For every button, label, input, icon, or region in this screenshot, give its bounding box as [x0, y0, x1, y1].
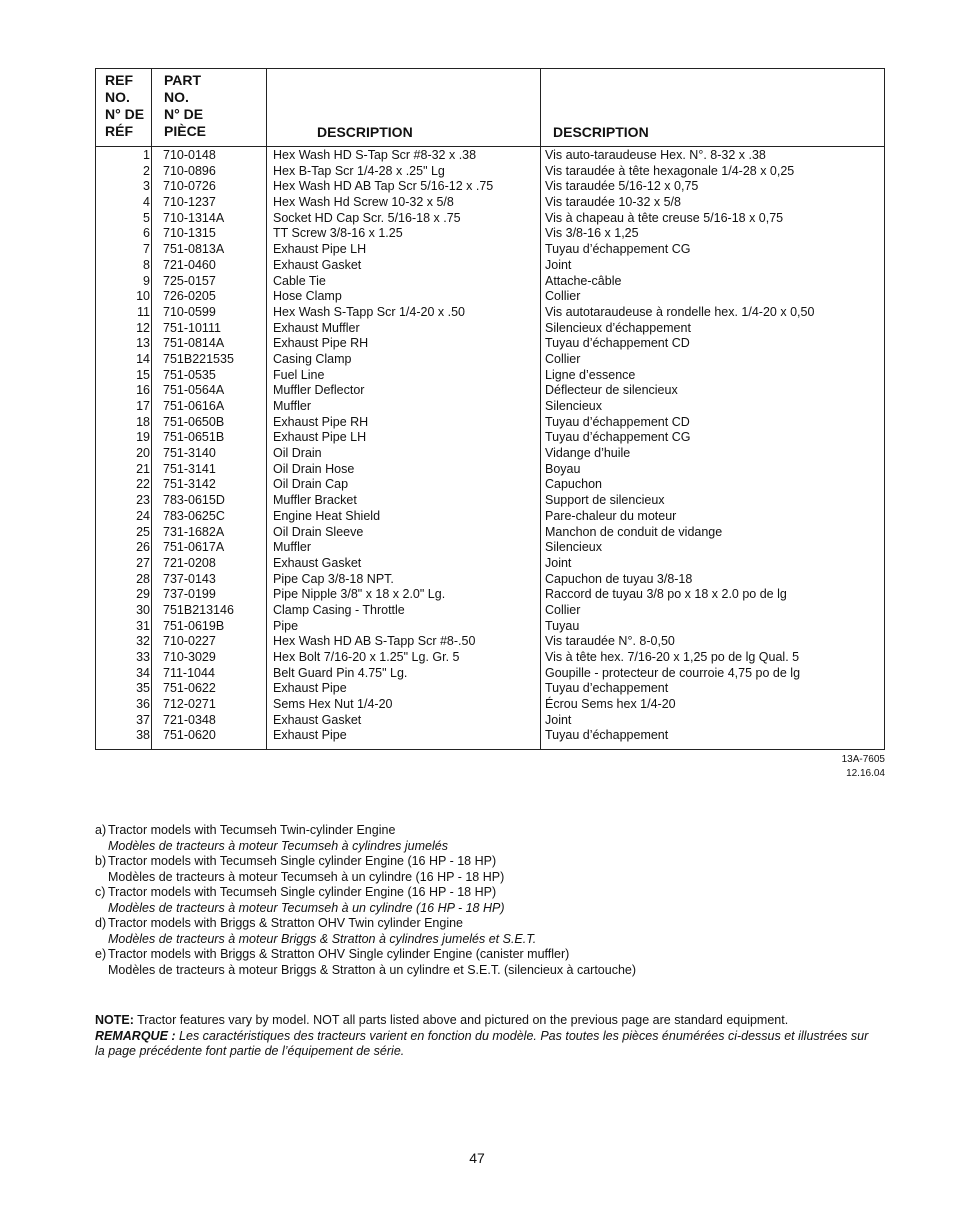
description-fr-cell: Vis à tête hex. 7/16-20 x 1,25 po de lg Qual. 5	[545, 650, 800, 664]
header-part	[164, 72, 206, 140]
header-ref	[105, 72, 144, 140]
ref-cell: 16	[136, 383, 150, 398]
ref-cell: 5	[143, 210, 150, 225]
table-row	[96, 572, 884, 588]
table-row	[96, 681, 884, 697]
description-en-cell: Pipe	[273, 618, 299, 633]
header-part-line: PIÈCE	[164, 123, 207, 139]
part-number-cell: 751-3142	[163, 477, 216, 492]
table-row	[96, 321, 884, 337]
description-fr-cell: Vis autotaraudeuse à rondelle hex. 1/4-20 x 0,50	[545, 304, 815, 319]
remark-block	[95, 1013, 870, 1060]
description-fr-cell: Déflecteur de silencieux	[545, 383, 678, 398]
description-en-cell: Hex Wash HD AB S-Tapp Scr #8-.50	[273, 634, 476, 649]
ref-cell: 4	[143, 195, 150, 210]
table-row	[96, 368, 884, 384]
description-en-cell: Exhaust Pipe RH	[273, 336, 369, 351]
part-number-cell: 710-0726	[163, 179, 216, 194]
part-number-cell: 737-0199	[163, 587, 216, 602]
document-code	[842, 753, 885, 780]
description-fr-cell: Raccord de tuyau 3/8 po x 18 x 2.0 po de lg	[545, 587, 787, 602]
part-number-cell: 751-3141	[163, 461, 216, 476]
table-row	[96, 697, 884, 713]
description-fr-cell: Boyau	[545, 461, 581, 476]
table-row	[96, 399, 884, 415]
description-en-cell: Hex Wash S-Tapp Scr 1/4-20 x .50	[273, 304, 465, 319]
description-fr-cell: Vis taraudée 10-32 x 5/8	[545, 195, 681, 210]
note-text-fr: Modèles de tracteurs à moteur Briggs & Stratton à cylindres jumelés et S.E.T.	[108, 931, 537, 946]
description-en-cell: Belt Guard Pin 4.75" Lg.	[273, 665, 408, 680]
table-row	[96, 556, 884, 572]
note-text-en: Tractor models with Tecumseh Single cylinder Engine (16 HP - 18 HP)	[108, 885, 497, 899]
description-en-cell: Exhaust Gasket	[273, 555, 362, 570]
note-item	[95, 916, 895, 947]
description-fr-cell: Collier	[545, 602, 581, 617]
description-en-cell: Engine Heat Shield	[273, 508, 381, 523]
table-row	[96, 666, 884, 682]
part-number-cell: 712-0271	[163, 697, 216, 712]
ref-cell: 24	[136, 508, 150, 523]
ref-cell: 29	[136, 587, 150, 602]
ref-cell: 30	[136, 602, 150, 617]
description-en-cell: Oil Drain Hose	[273, 461, 355, 476]
model-notes	[95, 823, 895, 978]
part-number-cell: 721-0348	[163, 712, 216, 727]
description-en-cell: Exhaust Pipe	[273, 681, 347, 696]
document-date: 12.16.04	[846, 767, 885, 779]
description-en-cell: Hex Wash HD AB Tap Scr 5/16-12 x .75	[273, 179, 494, 194]
note-text-fr: Modèles de tracteurs à moteur Tecumseh à un cylindre (16 HP - 18 HP)	[108, 900, 505, 915]
note-text-en: Tractor models with Briggs & Stratton OHV Single cylinder Engine (canister muffler)	[108, 947, 570, 961]
ref-cell: 6	[143, 226, 150, 241]
part-number-cell: 751B213146	[163, 602, 234, 617]
description-fr-cell: Joint	[545, 555, 572, 570]
description-en-cell: Muffler Deflector	[273, 383, 365, 398]
table-row	[96, 509, 884, 525]
note-label: b)	[95, 854, 107, 868]
description-en-cell: Muffler	[273, 540, 311, 555]
description-fr-cell: Tuyau d’echappement	[545, 681, 669, 696]
description-fr-cell: Silencieux	[545, 399, 602, 413]
part-number-cell: 751-0650B	[163, 414, 225, 429]
description-fr-cell: Capuchon	[545, 477, 602, 492]
part-number-cell: 710-0148	[163, 148, 216, 162]
description-en-cell: Pipe Nipple 3/8" x 18 x 2.0" Lg.	[273, 587, 446, 602]
description-en-cell: Hose Clamp	[273, 289, 342, 304]
description-en-cell: Exhaust Pipe LH	[273, 430, 367, 445]
table-row	[96, 305, 884, 321]
table-row	[96, 728, 884, 744]
description-fr-cell: Tuyau d’échappement CG	[545, 430, 691, 445]
description-en-cell: Exhaust Gasket	[273, 712, 362, 727]
note-label: c)	[95, 885, 106, 899]
part-number-cell: 751-0814A	[163, 336, 225, 351]
ref-cell: 33	[136, 650, 150, 664]
ref-cell: 1	[143, 148, 150, 162]
note-item	[95, 854, 895, 885]
table-row	[96, 148, 884, 164]
note-text-fr: Modèles de tracteurs à moteur Tecumseh à un cylindre (16 HP - 18 HP)	[108, 869, 505, 884]
part-number-cell: 751-0620	[163, 728, 216, 743]
description-fr-cell: Vidange d’huile	[545, 446, 631, 461]
ref-cell: 31	[136, 618, 150, 633]
ref-cell: 19	[136, 430, 150, 445]
table-row	[96, 226, 884, 242]
note-item	[95, 947, 895, 978]
description-fr-cell: Ligne d’essence	[545, 367, 636, 382]
description-en-cell: Exhaust Muffler	[273, 320, 360, 335]
header-part-line: NO.	[164, 89, 189, 105]
header-ref-line: RÉF	[105, 123, 133, 139]
table-row	[96, 713, 884, 729]
ref-cell: 34	[136, 665, 150, 680]
ref-cell: 11	[137, 304, 150, 319]
ref-cell: 18	[136, 414, 150, 429]
description-en-cell: Oil Drain	[273, 446, 322, 461]
description-en-cell: Exhaust Pipe	[273, 728, 347, 743]
part-number-cell: 710-0896	[163, 163, 216, 178]
description-fr-cell: Pare-chaleur du moteur	[545, 508, 677, 523]
note-text: Tractor features vary by model. NOT all parts listed above and pictured on the previous page are standard equipment.	[133, 1013, 789, 1027]
part-number-cell: 751-10111	[163, 320, 221, 335]
part-number-cell: 726-0205	[163, 289, 216, 304]
ref-cell: 20	[136, 446, 150, 461]
note-item	[95, 823, 895, 854]
description-fr-cell: Manchon de conduit de vidange	[545, 524, 723, 539]
ref-cell: 21	[136, 461, 150, 476]
description-fr-cell: Vis 3/8-16 x 1,25	[545, 226, 639, 241]
table-row	[96, 477, 884, 493]
header-ref-line: REF	[105, 72, 133, 88]
table-row	[96, 352, 884, 368]
note-text-en: Tractor models with Briggs & Stratton OHV Twin cylinder Engine	[108, 916, 464, 930]
note-text-en: Tractor models with Tecumseh Twin-cylinder Engine	[108, 823, 396, 837]
description-fr-cell: Écrou Sems hex 1/4-20	[545, 697, 676, 712]
table-row	[96, 195, 884, 211]
part-number-cell: 721-0460	[163, 257, 216, 272]
table-row	[96, 462, 884, 478]
remarque-label: REMARQUE :	[95, 1028, 176, 1043]
note-fr	[95, 1029, 870, 1060]
ref-cell: 13	[136, 336, 150, 351]
header-description-en: DESCRIPTION	[317, 124, 413, 140]
table-row	[96, 619, 884, 635]
note-label: e)	[95, 947, 107, 961]
table-row	[96, 603, 884, 619]
description-fr-cell: Silencieux	[545, 540, 602, 555]
description-fr-cell: Collier	[545, 351, 581, 366]
table-row	[96, 415, 884, 431]
table-row	[96, 430, 884, 446]
part-number-cell: 751-3140	[163, 446, 216, 461]
table-row	[96, 289, 884, 305]
ref-cell: 36	[136, 697, 150, 712]
description-en-cell: Socket HD Cap Scr. 5/16-18 x .75	[273, 210, 461, 225]
description-fr-cell: Goupille - protecteur de courroie 4,75 po de lg	[545, 665, 801, 680]
description-en-cell: Hex Wash HD S-Tap Scr #8-32 x .38	[273, 148, 477, 162]
table-row	[96, 525, 884, 541]
table-row	[96, 446, 884, 462]
table-row	[96, 587, 884, 603]
remarque-text: Les caractéristiques des tracteurs varient en fonction du modèle. Pas toutes les pièces énumérées ci-dessus et illustrées sur la page précédente font partie de l’équipement de série.	[95, 1028, 869, 1058]
note-label: d)	[95, 916, 107, 930]
ref-cell: 7	[143, 242, 150, 257]
parts-table	[95, 68, 885, 750]
ref-cell: 27	[136, 555, 150, 570]
ref-cell: 9	[143, 273, 150, 288]
ref-cell: 37	[136, 712, 150, 727]
ref-cell: 32	[136, 634, 150, 649]
part-number-cell: 710-1314A	[163, 210, 225, 225]
description-en-cell: Exhaust Gasket	[273, 257, 362, 272]
description-en-cell: Casing Clamp	[273, 351, 352, 366]
note-item	[95, 885, 895, 916]
document-number: 13A-7605	[841, 754, 885, 765]
ref-cell: 3	[143, 179, 150, 194]
part-number-cell: 751B221535	[163, 351, 234, 366]
table-row	[96, 242, 884, 258]
description-fr-cell: Tuyau d’échappement	[545, 728, 669, 743]
header-part-line: N° DE	[164, 106, 204, 122]
part-number-cell: 737-0143	[163, 571, 216, 586]
ref-cell: 38	[136, 728, 150, 743]
part-number-cell: 751-0564A	[163, 383, 225, 398]
description-fr-cell: Silencieux d’échappement	[545, 320, 691, 335]
note-en	[95, 1013, 870, 1029]
table-row	[96, 336, 884, 352]
description-fr-cell: Collier	[545, 289, 581, 304]
ref-cell: 12	[136, 320, 150, 335]
description-en-cell: Pipe Cap 3/8-18 NPT.	[273, 571, 394, 586]
description-en-cell: Exhaust Pipe RH	[273, 414, 369, 429]
description-fr-cell: Support de silencieux	[545, 493, 665, 508]
header-description-fr: DESCRIPTION	[553, 124, 649, 140]
part-number-cell: 751-0619B	[163, 618, 225, 633]
ref-cell: 35	[136, 681, 150, 696]
table-row	[96, 383, 884, 399]
ref-cell: 28	[136, 571, 150, 586]
description-fr-cell: Tuyau d’échappement CD	[545, 414, 690, 429]
header-ref-line: N° DE	[105, 106, 145, 122]
part-number-cell: 711-1044	[163, 665, 215, 680]
part-number-cell: 751-0651B	[163, 430, 225, 445]
table-row	[96, 258, 884, 274]
part-number-cell: 721-0208	[163, 555, 216, 570]
description-en-cell: Clamp Casing - Throttle	[273, 602, 405, 617]
table-row	[96, 274, 884, 290]
description-fr-cell: Vis taraudée à tête hexagonale 1/4-28 x 0,25	[545, 163, 795, 178]
part-number-cell: 710-3029	[163, 650, 216, 664]
header-part-line: PART	[164, 72, 202, 88]
description-fr-cell: Vis taraudée 5/16-12 x 0,75	[545, 179, 699, 194]
description-en-cell: TT Screw 3/8-16 x 1.25	[273, 226, 403, 241]
table-row	[96, 650, 884, 666]
part-number-cell: 783-0625C	[163, 508, 225, 523]
description-en-cell: Oil Drain Cap	[273, 477, 349, 492]
description-en-cell: Hex Wash Hd Screw 10-32 x 5/8	[273, 195, 454, 210]
part-number-cell: 751-0622	[163, 681, 216, 696]
description-fr-cell: Tuyau d’échappement CD	[545, 336, 690, 351]
table-row	[96, 179, 884, 195]
part-number-cell: 783-0615D	[163, 493, 225, 508]
part-number-cell: 710-0227	[163, 634, 216, 649]
description-fr-cell: Tuyau	[545, 618, 580, 633]
part-number-cell: 751-0535	[163, 367, 216, 382]
part-number-cell: 751-0617A	[163, 540, 225, 555]
description-en-cell: Fuel Line	[273, 367, 325, 382]
part-number-cell: 710-0599	[163, 304, 216, 319]
note-text-fr: Modèles de tracteurs à moteur Tecumseh à cylindres jumelés	[108, 838, 448, 853]
part-number-cell: 751-0813A	[163, 242, 225, 257]
note-label: NOTE:	[95, 1013, 134, 1027]
description-en-cell: Muffler Bracket	[273, 493, 357, 508]
ref-cell: 10	[136, 289, 150, 304]
description-fr-cell: Joint	[545, 257, 572, 272]
ref-cell: 8	[143, 257, 150, 272]
table-body	[96, 148, 884, 744]
part-number-cell: 710-1315	[163, 226, 216, 241]
description-en-cell: Hex B-Tap Scr 1/4-28 x .25" Lg	[273, 163, 445, 178]
part-number-cell: 725-0157	[163, 273, 216, 288]
table-row	[96, 164, 884, 180]
description-fr-cell: Vis à chapeau à tête creuse 5/16-18 x 0,75	[545, 210, 784, 225]
ref-cell: 15	[136, 367, 150, 382]
part-number-cell: 751-0616A	[163, 399, 225, 413]
header-ref-line: NO.	[105, 89, 130, 105]
table-row	[96, 493, 884, 509]
table-row	[96, 540, 884, 556]
ref-cell: 26	[136, 540, 150, 555]
description-en-cell: Hex Bolt 7/16-20 x 1.25" Lg. Gr. 5	[273, 650, 460, 664]
description-fr-cell: Joint	[545, 712, 572, 727]
description-en-cell: Oil Drain Sleeve	[273, 524, 364, 539]
description-en-cell: Exhaust Pipe LH	[273, 242, 367, 257]
header-divider	[96, 146, 884, 147]
description-en-cell: Sems Hex Nut 1/4-20	[273, 697, 393, 712]
description-fr-cell: Vis taraudée N°. 8-0,50	[545, 634, 675, 649]
part-number-cell: 731-1682A	[163, 524, 225, 539]
ref-cell: 23	[136, 493, 150, 508]
ref-cell: 14	[136, 351, 150, 366]
ref-cell: 17	[136, 399, 150, 413]
part-number-cell: 710-1237	[163, 195, 216, 210]
note-label: a)	[95, 823, 107, 837]
ref-cell: 25	[136, 524, 150, 539]
description-fr-cell: Vis auto-taraudeuse Hex. N°. 8-32 x .38	[545, 148, 766, 162]
table-row	[96, 211, 884, 227]
note-text-fr: Modèles de tracteurs à moteur Briggs & Stratton à un cylindre et S.E.T. (silencieux à cartouche)	[108, 962, 637, 977]
description-fr-cell: Tuyau d’échappement CG	[545, 242, 691, 257]
page-number: 47	[469, 1150, 485, 1166]
note-text-en: Tractor models with Tecumseh Single cylinder Engine (16 HP - 18 HP)	[108, 854, 497, 868]
description-fr-cell: Capuchon de tuyau 3/8-18	[545, 571, 693, 586]
table-row	[96, 634, 884, 650]
description-en-cell: Cable Tie	[273, 273, 326, 288]
ref-cell: 22	[136, 477, 150, 492]
ref-cell: 2	[143, 163, 150, 178]
description-fr-cell: Attache-câble	[545, 273, 622, 288]
description-en-cell: Muffler	[273, 399, 311, 413]
